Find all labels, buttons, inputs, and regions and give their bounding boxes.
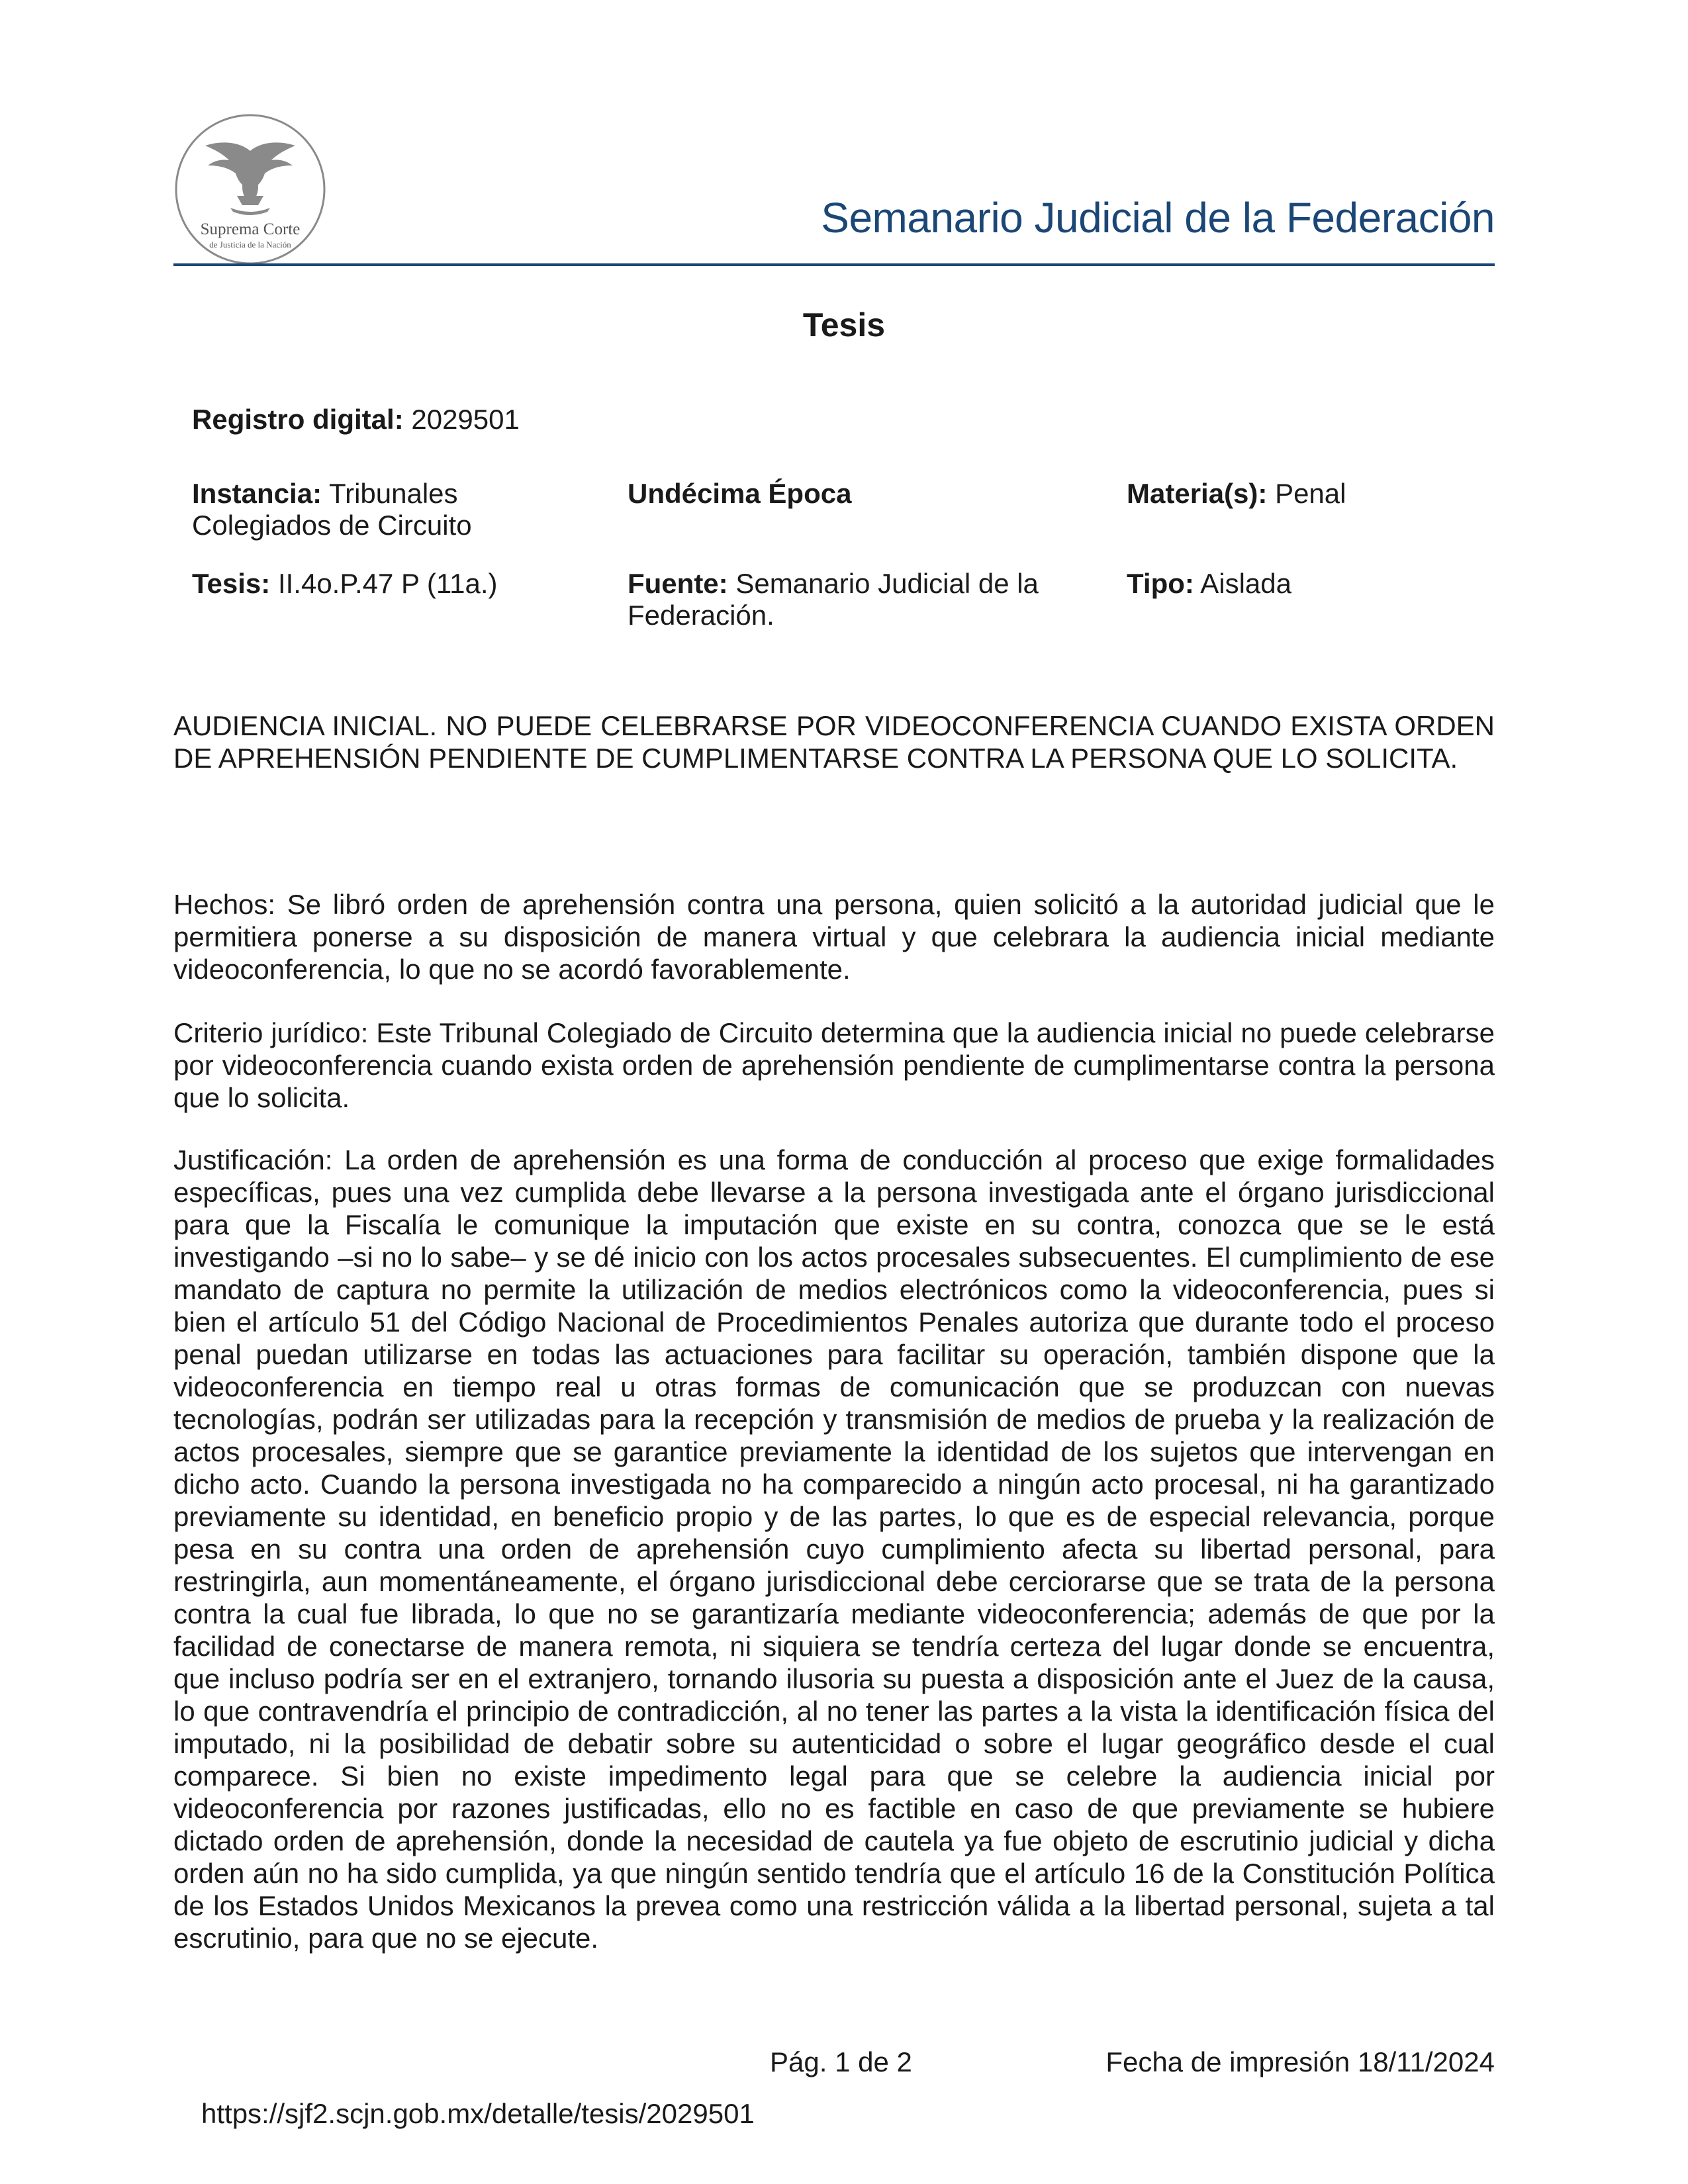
thesis-title: AUDIENCIA INICIAL. NO PUEDE CELEBRARSE POR VIDEOCONFERENCIA CUANDO EXISTA ORDEN DE APREHENSIÓN PENDIENTE DE CUMPLIMENTARSE CONTRA LA PERSONA QUE LO SOLICITA. [173,710,1495,774]
criterio-paragraph: Criterio jurídico: Este Tribunal Colegiado de Circuito determina que la audiencia inicial no puede celebrarse por videoconferencia cuando exista orden de aprehensión pendiente de cumplimentarse contra la persona que lo solicita. [173,1017,1495,1113]
tipo-value: Aislada [1200,568,1291,599]
page-number: Pág. 1 de 2 [770,2046,912,2077]
source-url[interactable]: https://sjf2.scjn.gob.mx/detalle/tesis/2029501 [201,2098,755,2129]
materia [1127,478,1346,510]
fuente [628,568,1084,631]
document-heading: Tesis [802,306,886,343]
scjn-seal-logo [173,113,327,266]
instancia [192,478,549,541]
instancia-label: Instancia: [192,478,322,509]
hechos-paragraph: Hechos: Se libró orden de aprehensión contra una persona, quien solicitó a la autoridad judicial que le permitiera ponerse a su disposición de manera virtual y que celebrara la audiencia inicial mediante videoconferencia, lo que no se acordó favorablemente. [173,889,1495,985]
tesis-value: II.4o.P.47 P (11a.) [277,568,498,599]
instancia-value: Tribunales Colegiados de Circuito [192,478,472,541]
seal-text-line2: de Justicia de la Nación [209,240,291,250]
epoca-value: Undécima Época [628,478,852,509]
tesis-label: Tesis: [192,568,271,599]
epoca [628,478,851,510]
seal-text-line1: Suprema Corte [200,220,301,238]
site-title: Semanario Judicial de la Federación [821,194,1495,242]
fuente-value: Semanario Judicial de la Federación. [628,568,1039,631]
justificacion-paragraph: Justificación: La orden de aprehensión es una forma de conducción al proceso que exige formalidades específicas, pues una vez cumplida debe llevarse a la persona investigada ante el órgano jurisdiccional para que la Fiscalía le comunique la imputación que existe en su contra, conozca que se le está investigando –si no lo sabe– y se dé inicio con los actos procesales subsecuentes. El cumplimiento de ese mandato de captura no permite la utilización de medios electrónicos como la videoconferencia, pues si bien el artículo 51 del Código Nacional de Procedimientos Penales autoriza que durante todo el proceso penal puedan utilizarse en todas las actuaciones para facilitar su operación, también dispone que la videoconferencia en tiempo real u otras formas de comunicación que se produzcan con nuevas tecnologías, podrán ser utilizadas para la recepción y transmisión de medios de prueba y la realización de actos procesales, siempre que se garantice previamente la identidad de los sujetos que intervengan en dicho acto. Cuando la persona investigada no ha comparecido a ningún acto procesal, ni ha garantizado previamente su identidad, en beneficio propio y de las partes, lo que es de especial relevancia, porque pesa en su contra una orden de aprehensión cuyo cumplimiento afecta su libertad personal, para restringirla, aun momentáneamente, el órgano jurisdiccional debe cerciorarse que se trata de la persona contra la cual fue librada, lo que no se garantizaría mediante videoconferencia; además de que por la facilidad de conectarse de manera remota, ni siquiera se tendría certeza del lugar donde se encuentra, que incluso podría ser en el extranjero, tornando ilusoria su puesta a disposición ante el Juez de la causa, lo que contravendría el principio de contradicción, al no tener las partes a la vista la identificación física del imputado, ni la posibilidad de debatir sobre su autenticidad o sobre el lugar geográfico desde el cual comparece. Si bien no existe impedimento legal para que se celebre la audiencia inicial por videoconferencia por razones justificadas, ello no es factible en caso de que previamente se hubiere dictado orden de aprehensión, donde la necesidad de cautela ya fue objeto de escrutinio judicial y dicha orden aún no ha sido cumplida, ya que ningún sentido tendría que el artículo 16 de la Constitución Política de los Estados Unidos Mexicanos la prevea como una restricción válida a la libertad personal, sujeta a tal escrutinio, para que no se ejecute. [173,1144,1495,1954]
materia-label: Materia(s): [1127,478,1268,509]
tipo [1127,568,1291,600]
registro-digital [192,404,520,435]
fuente-label: Fuente: [628,568,728,599]
tipo-label: Tipo: [1127,568,1194,599]
header-divider [173,263,1495,266]
registro-value: 2029501 [411,404,520,435]
eagle-seal-icon [205,142,295,215]
registro-label: Registro digital: [192,404,404,435]
materia-value: Penal [1275,478,1346,509]
print-date: Fecha de impresión 18/11/2024 [1105,2046,1495,2077]
tesis-id [192,568,498,600]
